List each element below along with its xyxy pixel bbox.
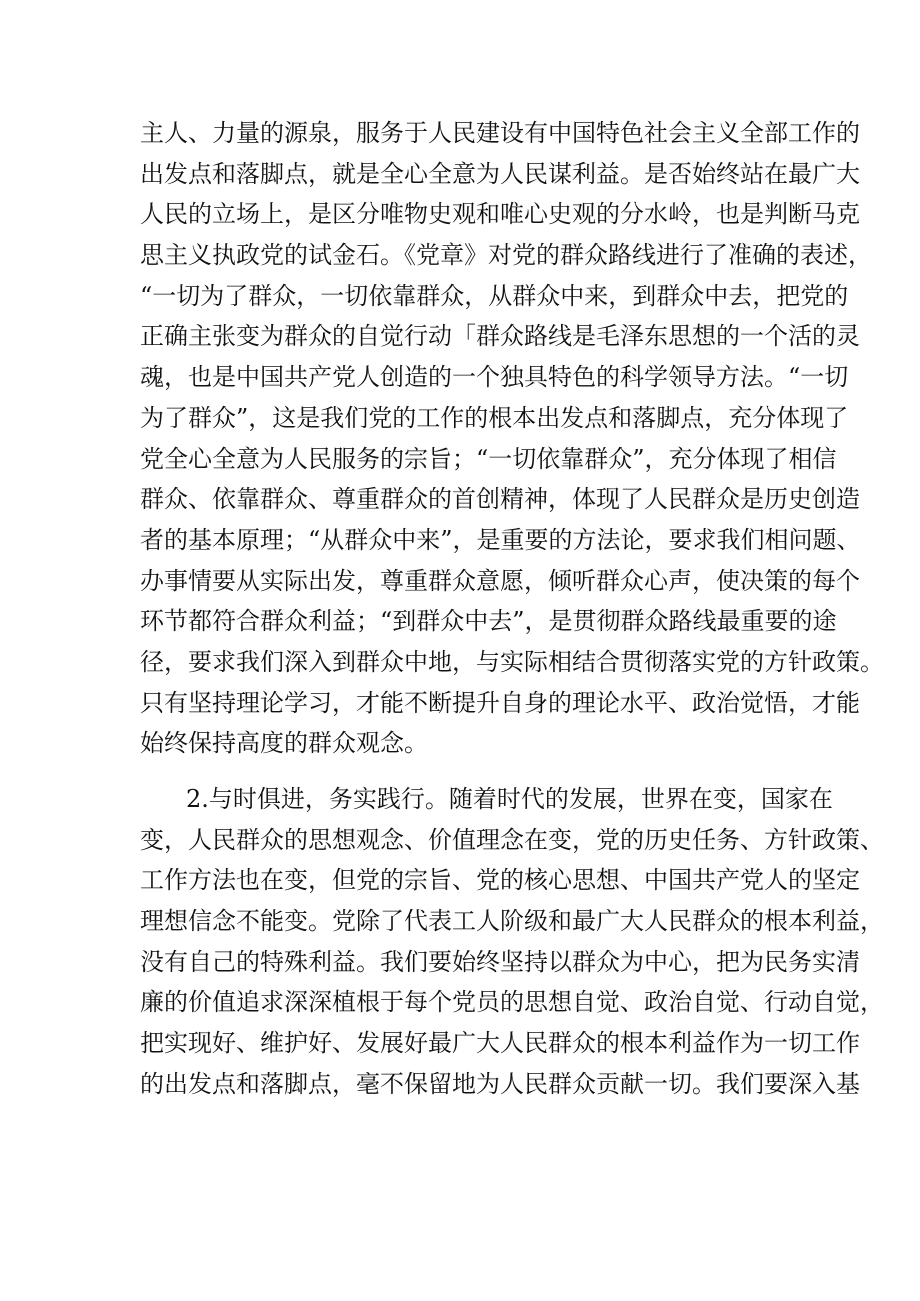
text-line: 径，要求我们深入到群众中地，与实际相结合贯彻落实党的方针政策。	[140, 647, 884, 676]
text-line: 魂，也是中国共产党人创造的一个独具特色的科学领导方法。“一切	[140, 363, 849, 392]
paragraph-2	[140, 779, 884, 1105]
text-line: 思主义执政党的试金石。《党章》对党的群众路线进行了准确的表述，	[140, 241, 872, 270]
text-line: 党全心全意为人民服务的宗旨；“一切依靠群众”，充分体现了相信	[140, 444, 837, 473]
text-line: 工作方法也在变，但党的宗旨、党的核心思想、中国共产党人的坚定	[140, 866, 860, 895]
text-line: 把实现好、维护好、发展好最广大人民群众的根本利益作为一切工作	[140, 1029, 860, 1058]
text-line: 始终保持高度的群众观念。	[140, 729, 428, 758]
text-line: “一切为了群众，一切依靠群众，从群众中来，到群众中去，把党的	[140, 281, 849, 310]
text-line: 只有坚持理论学习，才能不断提升自身的理论水平、政治觉悟，才能	[140, 688, 860, 717]
text-line: 环节都符合群众利益；“到群众中去”，是贯彻群众路线最重要的途	[140, 607, 837, 636]
text-line: 者的基本原理；“从群众中来”，是重要的方法论，要求我们相问题、	[140, 525, 861, 554]
text-line: 主人、力量的源泉，服务于人民建设有中国特色社会主义全部工作的	[140, 119, 860, 147]
text-line: 变，人民群众的思想观念、价值理念在变，党的历史任务、方针政策、	[140, 825, 884, 854]
paragraph-spacing	[140, 764, 785, 779]
text-line: 办事情要从实际出发，尊重群众意愿，倾听群众心声，使决策的每个	[140, 566, 860, 595]
text-line: 群众、依靠群众、尊重群众的首创精神，体现了人民群众是历史创造	[140, 485, 860, 514]
text-line: 为了群众”，这是我们党的工作的根本出发点和落脚点，充分体现了	[140, 403, 849, 432]
text-line: 廉的价值追求深深植根于每个党员的思想自觉、政治自觉、行动自觉，	[140, 988, 884, 1017]
text-line: 人民的立场上，是区分唯物史观和唯心史观的分水岭，也是判断马克	[140, 200, 860, 229]
paragraph-1	[140, 113, 884, 764]
text-line: 正确主张变为群众的自觉行动「群众路线是毛泽东思想的一个活的灵	[140, 322, 860, 351]
document-body	[140, 113, 884, 1105]
text-line: 没有自己的特殊利益。我们要始终坚持以群众为中心，把为民务实清	[140, 947, 860, 976]
text-line: 理想信念不能变。党除了代表工人阶级和最广大人民群众的根本利益，	[140, 907, 884, 936]
text-line: 出发点和落脚点，就是全心全意为人民谋利益。是否始终站在最广大	[140, 159, 860, 188]
text-line: 2.与时俱进，务实践行。随着时代的发展，世界在变，国家在	[186, 785, 833, 813]
text-line: 的出发点和落脚点，毫不保留地为人民群众贡献一切。我们要深入基	[140, 1069, 860, 1098]
